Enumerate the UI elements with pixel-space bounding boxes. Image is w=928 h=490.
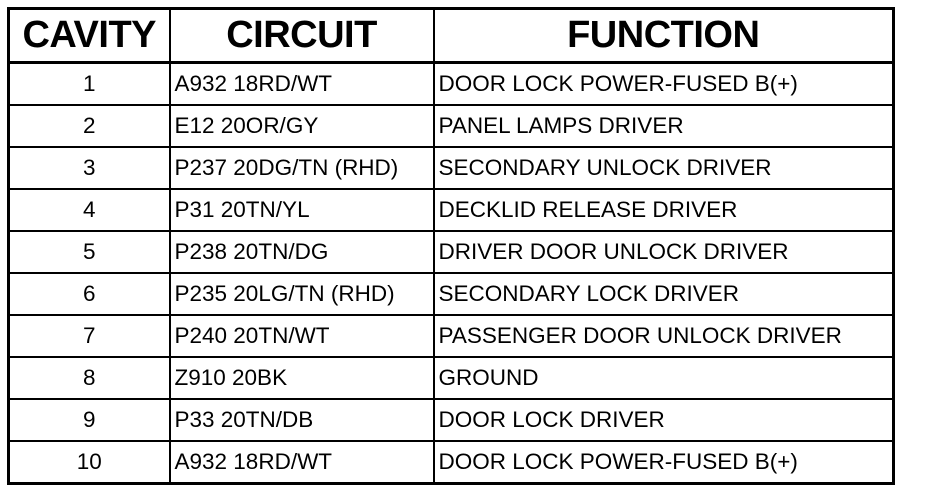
circuit-cell: E12 20OR/GY (170, 105, 434, 147)
cavity-cell: 7 (9, 315, 170, 357)
circuit-cell: P31 20TN/YL (170, 189, 434, 231)
cavity-cell: 8 (9, 357, 170, 399)
circuit-cell: A932 18RD/WT (170, 63, 434, 106)
header-row (9, 9, 894, 63)
circuit-cell: Z910 20BK (170, 357, 434, 399)
table-row (9, 441, 894, 484)
table-row (9, 105, 894, 147)
table-row (9, 147, 894, 189)
cavity-cell: 3 (9, 147, 170, 189)
header-circuit: CIRCUIT (170, 9, 434, 63)
cavity-cell: 10 (9, 441, 170, 484)
table-row (9, 357, 894, 399)
cavity-cell: 2 (9, 105, 170, 147)
table-row (9, 189, 894, 231)
table-row (9, 315, 894, 357)
connector-pinout-table (7, 7, 895, 485)
circuit-cell: P33 20TN/DB (170, 399, 434, 441)
cavity-cell: 9 (9, 399, 170, 441)
table-body (9, 63, 894, 484)
function-cell: DRIVER DOOR UNLOCK DRIVER (434, 231, 894, 273)
function-cell: DOOR LOCK POWER-FUSED B(+) (434, 63, 894, 106)
cavity-cell: 1 (9, 63, 170, 106)
circuit-cell: P238 20TN/DG (170, 231, 434, 273)
function-cell: GROUND (434, 357, 894, 399)
circuit-cell: P240 20TN/WT (170, 315, 434, 357)
header-cavity: CAVITY (9, 9, 170, 63)
header-function: FUNCTION (434, 9, 894, 63)
cavity-cell: 6 (9, 273, 170, 315)
cavity-cell: 5 (9, 231, 170, 273)
function-cell: DOOR LOCK DRIVER (434, 399, 894, 441)
function-cell: PANEL LAMPS DRIVER (434, 105, 894, 147)
circuit-cell: A932 18RD/WT (170, 441, 434, 484)
function-cell: DOOR LOCK POWER-FUSED B(+) (434, 441, 894, 484)
circuit-cell: P235 20LG/TN (RHD) (170, 273, 434, 315)
function-cell: SECONDARY LOCK DRIVER (434, 273, 894, 315)
table-row (9, 273, 894, 315)
table-row (9, 63, 894, 106)
function-cell: SECONDARY UNLOCK DRIVER (434, 147, 894, 189)
table-row (9, 399, 894, 441)
circuit-cell: P237 20DG/TN (RHD) (170, 147, 434, 189)
function-cell: DECKLID RELEASE DRIVER (434, 189, 894, 231)
cavity-cell: 4 (9, 189, 170, 231)
function-cell: PASSENGER DOOR UNLOCK DRIVER (434, 315, 894, 357)
table-row (9, 231, 894, 273)
